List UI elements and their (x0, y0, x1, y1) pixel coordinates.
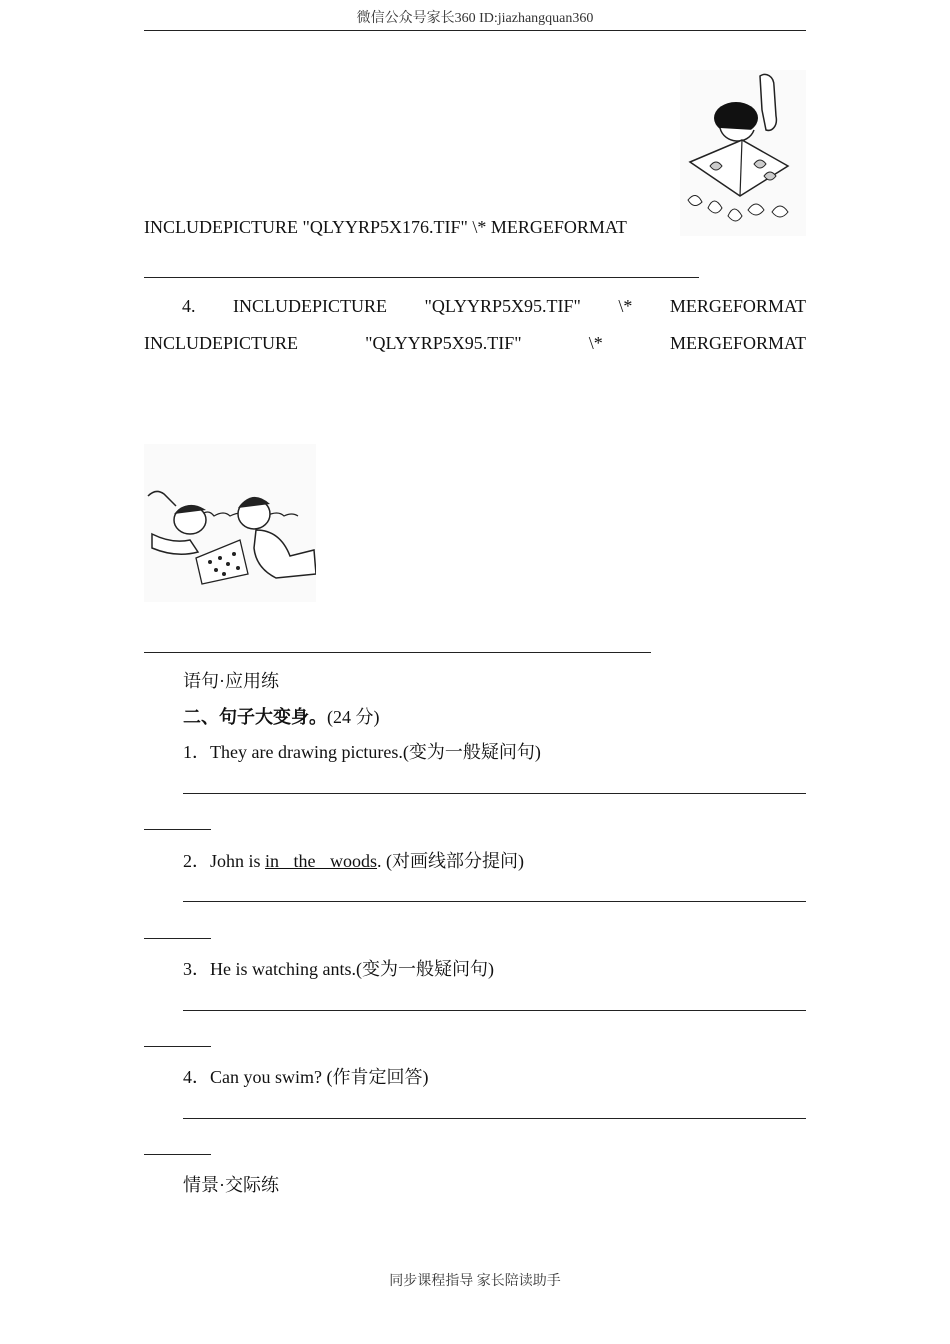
answer-line (183, 901, 806, 902)
question-number: 1． (183, 742, 210, 762)
answer-line (183, 1118, 806, 1119)
field-token: \* (588, 333, 603, 353)
underlined-phrase: in the woods (265, 851, 378, 871)
answer-line-item3 (144, 277, 699, 278)
item4-number: 4. (182, 296, 196, 316)
section-two-score: (24 分) (327, 707, 380, 727)
section-label-communication: 情景·交际练 (183, 1175, 279, 1195)
section-two-title: 二、句子大变身。 (183, 707, 327, 727)
item4-line2 (144, 333, 806, 354)
section-label-application: 语句·应用练 (183, 671, 279, 691)
answer-line-continuation (144, 1046, 211, 1047)
answer-line-continuation (144, 829, 211, 830)
section-two-heading (183, 703, 380, 729)
question-3 (183, 955, 494, 981)
field-token: INCLUDEPICTURE (144, 333, 298, 353)
leaves-child-illustration (680, 70, 806, 236)
field-token: "QLYYRP5X95.TIF" (424, 296, 581, 316)
field-token: INCLUDEPICTURE (233, 296, 387, 316)
question-text: He is watching ants.(变为一般疑问句) (210, 959, 494, 979)
question-text: They are drawing pictures.(变为一般疑问句) (210, 742, 541, 762)
answer-line-continuation (144, 1154, 211, 1155)
question-4 (183, 1063, 428, 1089)
item3-field-code: INCLUDEPICTURE "QLYYRP5X176.TIF" \* MERGEFORMAT (144, 217, 627, 237)
question-suffix: . (对画线部分提问) (377, 851, 525, 871)
field-token: "QLYYRP5X95.TIF" (365, 333, 522, 353)
question-prefix: John is (210, 851, 266, 871)
answer-line-continuation (144, 938, 211, 939)
field-token: MERGEFORMAT (669, 296, 806, 316)
field-token: \* (618, 296, 633, 316)
answer-line-item4 (144, 652, 651, 653)
question-2 (183, 847, 524, 873)
answer-line (183, 793, 806, 794)
page-footer: 同步课程指导 家长陪读助手 (389, 1274, 561, 1289)
answer-line (183, 1010, 806, 1011)
two-children-illustration (144, 444, 316, 602)
question-text: Can you swim? (作肯定回答) (210, 1067, 429, 1087)
question-number: 4． (183, 1067, 210, 1087)
page-header: 微信公众号家长360 ID:jiazhangquan360 (144, 8, 806, 31)
field-token: MERGEFORMAT (669, 333, 806, 353)
question-number: 2． (183, 851, 210, 871)
question-1 (183, 738, 541, 764)
question-number: 3． (183, 959, 210, 979)
item4-line1 (144, 296, 806, 317)
